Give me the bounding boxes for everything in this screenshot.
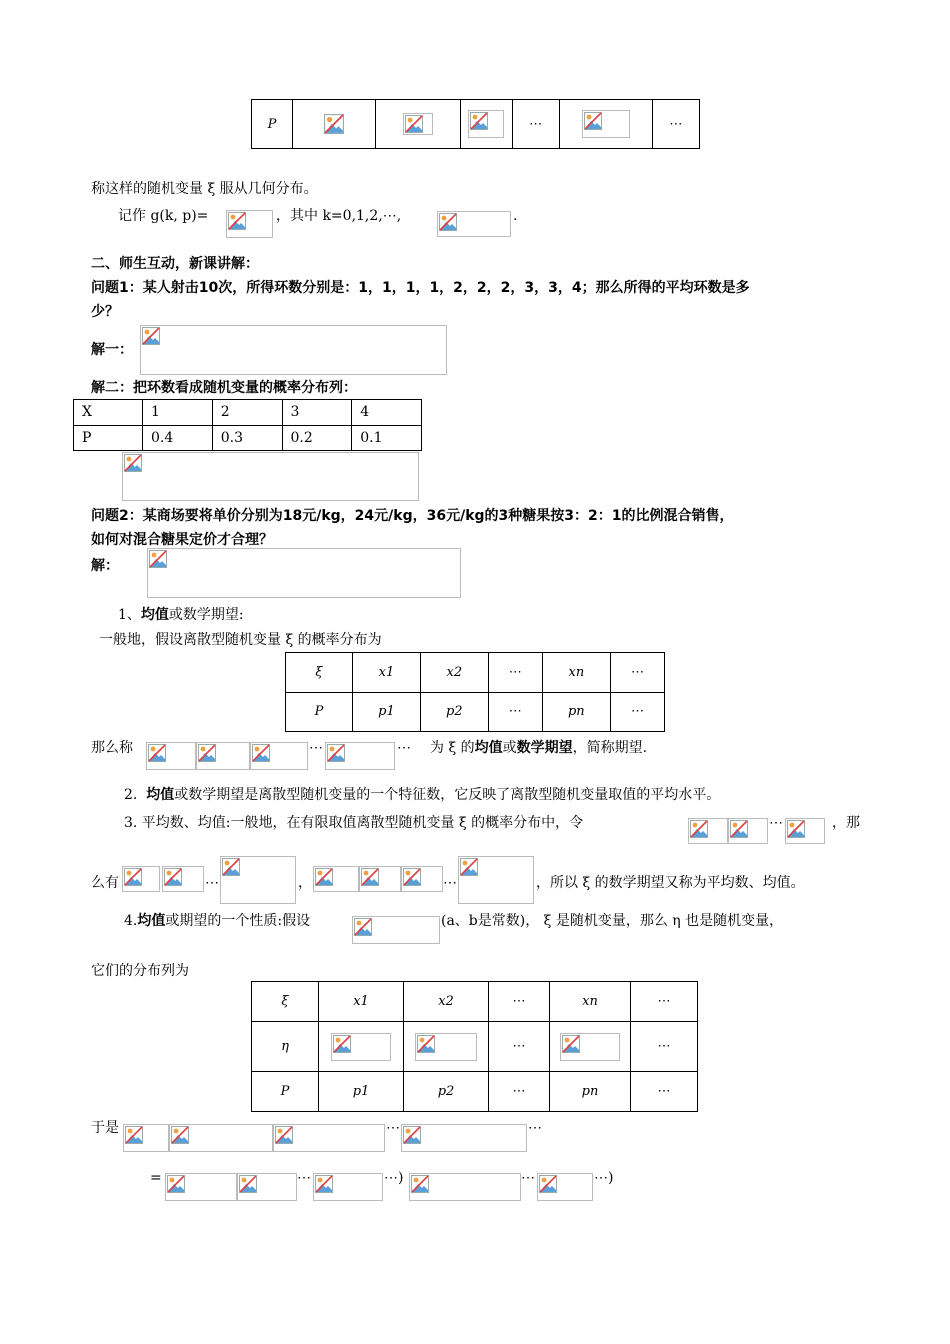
table-cell: p1 <box>319 1072 404 1112</box>
formula-image <box>122 866 160 892</box>
formula-image <box>165 1173 237 1201</box>
image-placeholder-icon <box>171 1126 189 1144</box>
table-cell: x1 <box>353 653 421 693</box>
geo-line2-b: ，其中 k=0,1,2,⋯, <box>276 208 402 224</box>
table-cell: xn <box>550 982 631 1022</box>
table-cell: ⋯ <box>489 1072 550 1112</box>
point4-line1 <box>124 913 310 930</box>
call-prefix: 那么称 <box>91 740 133 756</box>
table-cell: 2 <box>212 400 282 426</box>
heading-rest: 或数学期望: <box>168 607 244 623</box>
image-placeholder-icon <box>228 212 246 230</box>
table-cell: ⋯ <box>631 1022 698 1072</box>
point-num: 4. <box>124 913 138 929</box>
table-cell: P <box>252 1072 319 1112</box>
formula-image <box>785 818 825 844</box>
heading-num: 1、 <box>118 607 141 623</box>
table-cell: p2 <box>420 692 488 732</box>
call-end: ，简称期望. <box>572 740 648 756</box>
ellipsis: ⋯ <box>769 815 783 831</box>
image-placeholder-icon <box>275 1126 293 1144</box>
formula-image <box>146 742 196 770</box>
image-placeholder-icon <box>361 868 379 886</box>
table-cell: P <box>74 425 143 451</box>
image-placeholder-icon <box>403 868 421 886</box>
p-label: P <box>252 100 293 149</box>
formula-image <box>409 1173 521 1201</box>
table-cell: 0.3 <box>212 425 282 451</box>
formula-image <box>437 211 511 237</box>
problem2-line1: 问题2：某商场要将单价分别为18元/kg，24元/kg，36元/kg的3种糖果按3：2：1的比例混合销售， <box>91 508 734 524</box>
point-bold: 均值 <box>137 913 166 929</box>
formula-image <box>325 742 395 770</box>
table-cell: ⋯ <box>489 1022 550 1072</box>
ellipsis: ⋯ <box>512 100 559 149</box>
point2 <box>124 787 720 804</box>
image-placeholder-icon <box>252 744 270 762</box>
image-placeholder-icon <box>239 1175 257 1193</box>
table-cell: ⋯ <box>488 653 542 693</box>
yu-shi: 于是 <box>91 1120 119 1136</box>
table-cell: pn <box>550 1072 631 1112</box>
comma: ， <box>298 875 312 891</box>
formula-image <box>226 210 273 238</box>
formula-image <box>401 1124 527 1152</box>
point4-line2: 它们的分布列为 <box>91 963 189 979</box>
problem2-line2: 如何对混合糖果定价才合理？ <box>91 532 273 548</box>
image-placeholder-icon <box>149 550 167 568</box>
image-placeholder-icon <box>198 744 216 762</box>
image-placeholder-icon <box>125 1126 143 1144</box>
close-paren: ⋯) <box>594 1170 614 1186</box>
formula-image <box>313 1173 383 1201</box>
table-cell: ⋯ <box>631 1072 698 1112</box>
point3-line1: 3. 平均数、均值:一般地，在有限取值离散型随机变量 ξ 的概率分布中，令 <box>124 815 584 831</box>
ellipsis: ⋯ <box>528 1120 542 1136</box>
image-placeholder-icon <box>417 1035 435 1053</box>
table-cell: 0.4 <box>143 425 213 451</box>
table-cell: p1 <box>353 692 421 732</box>
table-cell: x2 <box>404 982 489 1022</box>
image-placeholder-icon <box>439 213 457 231</box>
formula-image <box>123 1124 169 1152</box>
table-cell: η <box>252 1022 319 1072</box>
table-cell: ξ <box>252 982 319 1022</box>
table-cell: 1 <box>143 400 213 426</box>
solution2-label: 解二：把环数看成随机变量的概率分布列： <box>91 380 357 396</box>
table-cell: 0.1 <box>352 425 422 451</box>
ellipsis: ⋯ <box>309 740 323 756</box>
image-placeholder-icon <box>222 858 240 876</box>
image-placeholder-icon <box>142 327 160 345</box>
geo-line2-a: 记作 g(k, p)= <box>118 208 209 224</box>
ellipsis: ⋯ <box>386 1120 400 1136</box>
mean-intro: 一般地，假设离散型随机变量 ξ 的概率分布为 <box>99 632 382 648</box>
formula-image <box>688 818 728 844</box>
image-placeholder-icon <box>562 1035 580 1053</box>
table-cell: ξ <box>286 653 353 693</box>
table-cell: X <box>74 400 143 426</box>
image-placeholder-icon <box>148 744 166 762</box>
table-cell: P <box>286 692 353 732</box>
image-placeholder-icon <box>164 868 182 886</box>
formula-image <box>273 1124 385 1152</box>
table-cell: 4 <box>352 400 422 426</box>
linear-transform-table <box>251 981 698 1112</box>
formula-image <box>313 866 359 892</box>
image-placeholder-icon <box>787 820 805 838</box>
image-placeholder-icon <box>354 918 372 936</box>
image-placeholder-icon <box>315 868 333 886</box>
point-rest: 或数学期望是离散型随机变量的一个特征数，它反映了离散型随机变量取值的平均水平。 <box>174 787 721 803</box>
ellipsis: ⋯ <box>521 1170 535 1186</box>
equals: = <box>150 1170 162 1186</box>
image-placeholder-icon <box>730 820 748 838</box>
table-cell: ⋯ <box>488 692 542 732</box>
image-placeholder-icon <box>584 112 602 130</box>
point3-line1-end: ，那 <box>832 815 860 831</box>
formula-image <box>220 856 296 904</box>
ellipsis: ⋯ <box>205 875 219 891</box>
table-cell: 0.2 <box>282 425 352 451</box>
image-placeholder-icon <box>333 1035 351 1053</box>
formula-image <box>196 742 250 770</box>
formula-image <box>250 742 308 770</box>
table-cell: x1 <box>319 982 404 1022</box>
mean-heading <box>118 607 244 624</box>
formula-image <box>169 1124 273 1152</box>
table-cell: ⋯ <box>489 982 550 1022</box>
table-cell: ⋯ <box>610 653 664 693</box>
heading-bold: 均值 <box>140 607 169 623</box>
image-placeholder-icon <box>167 1175 185 1193</box>
image-placeholder-icon <box>405 115 423 133</box>
section-title: 二、师生互动，新课讲解： <box>91 256 259 272</box>
geo-line2-c: . <box>513 208 518 224</box>
mean-distribution-table <box>285 652 665 732</box>
problem1-line2: 少？ <box>91 304 119 320</box>
solution-image <box>147 548 461 598</box>
image-placeholder-icon <box>403 1126 421 1144</box>
problem1-line1: 问题1：某人射击10次，所得环数分别是：1，1，1，1，2，2，2，3，3，4；那么所得的平均环数是多 <box>91 280 750 296</box>
image-placeholder-icon <box>539 1175 557 1193</box>
call-bold-mean: 均值 <box>474 740 503 756</box>
image-placeholder-icon <box>315 1175 333 1193</box>
geometric-dist-table <box>251 99 700 149</box>
ellipsis: ⋯ <box>443 875 457 891</box>
table-cell: p2 <box>404 1072 489 1112</box>
call-bold-expectation: 数学期望 <box>516 740 573 756</box>
point-rest: 或期望的一个性质:假设 <box>165 913 311 929</box>
formula-image <box>401 866 443 892</box>
image-placeholder-icon <box>470 112 488 130</box>
geo-line1: 称这样的随机变量 ξ 服从几何分布。 <box>91 181 318 197</box>
table-cell: xn <box>542 653 610 693</box>
table-cell: ⋯ <box>631 982 698 1022</box>
ring-distribution-table <box>73 399 422 451</box>
problem2-sol-label: 解： <box>91 558 119 574</box>
table-cell: ⋯ <box>610 692 664 732</box>
formula-image <box>537 1173 593 1201</box>
ellipsis: ⋯ <box>652 100 699 149</box>
image-placeholder-icon <box>124 454 142 472</box>
table-cell: x2 <box>420 653 488 693</box>
formula-image <box>359 866 401 892</box>
close-paren: ⋯) <box>384 1170 404 1186</box>
formula-image <box>352 916 440 944</box>
image-placeholder-icon <box>460 858 478 876</box>
ellipsis: ⋯ <box>297 1170 311 1186</box>
formula-image <box>237 1173 297 1201</box>
call-definition <box>430 740 647 757</box>
point3-line2-start: 么有 <box>91 875 119 891</box>
table-cell: pn <box>542 692 610 732</box>
table-cell: 3 <box>282 400 352 426</box>
solution-image <box>140 325 447 375</box>
point-num: 2. <box>124 787 138 803</box>
ellipsis: ⋯ <box>397 740 411 756</box>
image-placeholder-icon <box>124 868 142 886</box>
point3-line2-end: ，所以 ξ 的数学期望又称为平均数、均值。 <box>536 875 805 891</box>
call-or: 或 <box>502 740 517 756</box>
image-placeholder-icon <box>411 1175 429 1193</box>
formula-image <box>458 856 534 904</box>
formula-image <box>162 866 204 892</box>
formula-image <box>728 818 768 844</box>
image-placeholder-icon <box>324 114 344 134</box>
point4-tail: (a、b是常数)， ξ 是随机变量，那么 η 也是随机变量， <box>441 913 784 929</box>
image-placeholder-icon <box>690 820 708 838</box>
call-mid: 为 ξ 的 <box>430 740 475 756</box>
solution1-label: 解一： <box>91 342 133 358</box>
image-placeholder-icon <box>327 744 345 762</box>
solution-image <box>122 452 419 501</box>
point-bold: 均值 <box>146 787 175 803</box>
